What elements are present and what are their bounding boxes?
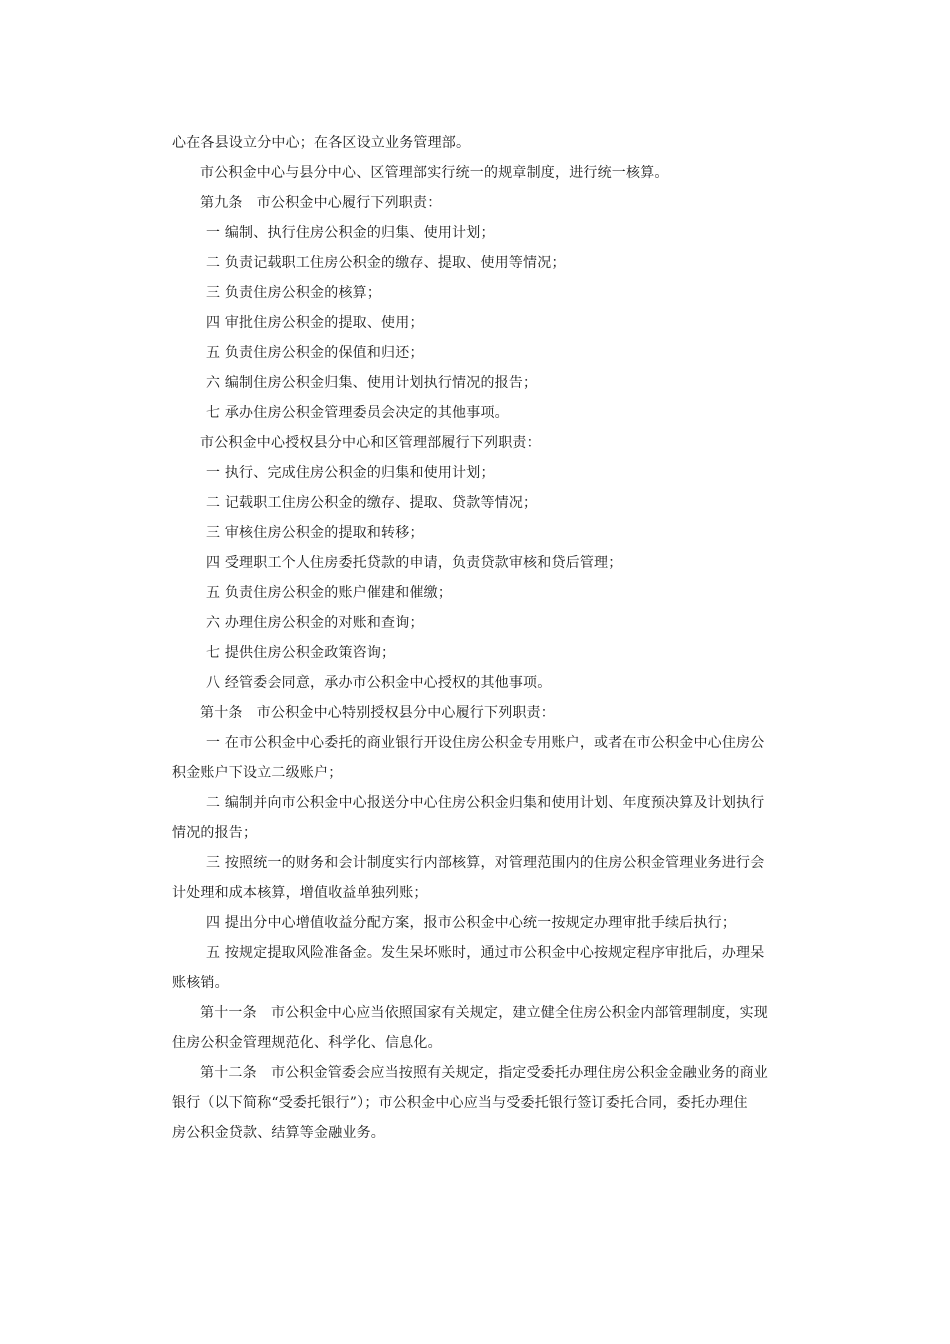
text-line: 银行（以下简称“受委托银行”）；市公积金中心应当与受委托银行签订委托合同，委托办理住 [172,1095,748,1111]
list-item: 一 编制、执行住房公积金的归集、使用计划； [206,225,495,241]
text-line: 市公积金中心与县分中心、区管理部实行统一的规章制度，进行统一核算。 [200,165,669,181]
list-item: 六 办理住房公积金的对账和查询； [206,615,424,631]
text-line: 市公积金中心授权县分中心和区管理部履行下列职责： [200,435,541,451]
list-item: 八 经管委会同意，承办市公积金中心授权的其他事项。 [206,675,552,691]
list-item-continuation: 账核销。 [172,975,229,991]
list-item-continuation: 计处理和成本核算，增值收益单独列账； [172,885,428,901]
text-line: 房公积金贷款、结算等金融业务。 [172,1125,385,1141]
list-item: 二 负责记载职工住房公积金的缴存、提取、使用等情况； [206,255,566,271]
list-item: 四 受理职工个人住房委托贷款的申请，负责贷款审核和贷后管理； [206,555,623,571]
list-item: 五 按规定提取风险准备金。发生呆坏账时，通过市公积金中心按规定程序审批后，办理呆 [206,945,765,961]
list-item: 一 在市公积金中心委托的商业银行开设住房公积金专用账户，或者在市公积金中心住房公 [206,735,765,751]
text-line: 住房公积金管理规范化、科学化、信息化。 [172,1035,442,1051]
list-item-continuation: 情况的报告； [172,825,258,841]
list-item: 二 编制并向市公积金中心报送分中心住房公积金归集和使用计划、年度预决算及计划执行 [206,795,765,811]
article-12-heading: 第十二条 市公积金管委会应当按照有关规定，指定受委托办理住房公积金金融业务的商业 [200,1065,768,1081]
list-item: 四 提出分中心增值收益分配方案，报市公积金中心统一按规定办理审批手续后执行； [206,915,737,931]
article-10-heading: 第十条 市公积金中心特别授权县分中心履行下列职责： [200,705,555,721]
list-item: 七 提供住房公积金政策咨询； [206,645,396,661]
list-item: 三 按照统一的财务和会计制度实行内部核算，对管理范围内的住房公积金管理业务进行会 [206,855,765,871]
list-item: 二 记载职工住房公积金的缴存、提取、贷款等情况； [206,495,538,511]
list-item: 七 承办住房公积金管理委员会决定的其他事项。 [206,405,509,421]
list-item: 三 审核住房公积金的提取和转移； [206,525,424,541]
list-item: 一 执行、完成住房公积金的归集和使用计划； [206,465,495,481]
text-line: 心在各县设立分中心；在各区设立业务管理部。 [172,135,471,151]
list-item: 三 负责住房公积金的核算； [206,285,382,301]
list-item: 五 负责住房公积金的账户催建和催缴； [206,585,453,601]
list-item: 四 审批住房公积金的提取、使用； [206,315,424,331]
list-item-continuation: 积金账户下设立二级账户； [172,765,343,781]
article-11-heading: 第十一条 市公积金中心应当依照国家有关规定，建立健全住房公积金内部管理制度，实现 [200,1005,768,1021]
list-item: 六 编制住房公积金归集、使用计划执行情况的报告； [206,375,538,391]
list-item: 五 负责住房公积金的保值和归还； [206,345,424,361]
article-9-heading: 第九条 市公积金中心履行下列职责： [200,195,442,211]
